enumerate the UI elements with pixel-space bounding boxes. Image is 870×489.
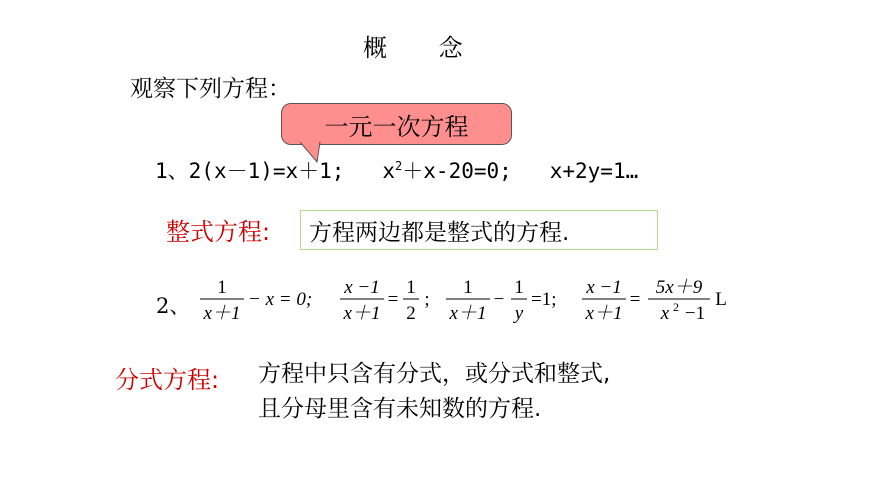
frac3-right-numerator: 1 xyxy=(514,277,524,298)
equation-row-1 xyxy=(155,155,638,185)
frac2-denominator: x＋1 xyxy=(343,303,381,324)
callout-bubble xyxy=(281,103,512,145)
polynomial-equation-term: 整式方程: xyxy=(166,218,271,246)
frac2-right-denominator: 2 xyxy=(406,303,416,324)
frac1-numerator: 1 xyxy=(217,277,227,298)
equation-two-var: x+2y=1… xyxy=(549,159,639,183)
frac4-equals: = xyxy=(629,289,641,310)
frac2-numerator: x −1 xyxy=(344,277,380,298)
callout-text: 一元一次方程 xyxy=(324,112,469,141)
fractional-equation-definition-line2: 且分母里含有未知数的方程. xyxy=(258,396,542,422)
frac4-right-denominator-rest: −1 xyxy=(684,303,706,324)
polynomial-equation-definition-box xyxy=(300,210,658,250)
equation-quadratic xyxy=(382,159,511,183)
frac3-tail: =1; xyxy=(531,289,557,310)
frac4-right-denominator-exp: 2 xyxy=(673,300,679,314)
frac2-tail: ; xyxy=(424,289,430,310)
polynomial-equation-definition: 方程两边都是整式的方程. xyxy=(309,219,570,246)
eq-b-rest: ＋x-20=0; xyxy=(402,159,512,183)
frac4-numerator: x −1 xyxy=(586,277,622,298)
eq-b-base: x xyxy=(382,159,396,183)
frac3-numerator: 1 xyxy=(463,277,473,298)
frac3-right-denominator: y xyxy=(514,303,524,324)
fractional-equation-definition-line1: 方程中只含有分式，或分式和整式, xyxy=(258,361,611,387)
frac2-right-numerator: 1 xyxy=(406,277,416,298)
frac4-tail: L xyxy=(715,289,727,310)
row2-prefix: 2、 xyxy=(156,294,191,318)
row1-prefix: 1、 xyxy=(155,159,189,183)
fractional-equation-term: 分式方程: xyxy=(115,366,220,394)
frac3-denominator: x＋1 xyxy=(449,303,487,324)
frac3-minus: − xyxy=(493,289,505,310)
frac2-equals: = xyxy=(387,289,399,310)
page-title: 概 念 xyxy=(363,34,485,62)
frac4-right-denominator-base: x xyxy=(660,303,670,324)
fractional-equations-row xyxy=(195,274,735,326)
frac4-denominator: x＋1 xyxy=(585,303,623,324)
eq-b-exp: 2 xyxy=(395,159,403,173)
frac4-right-numerator: 5x＋9 xyxy=(655,277,703,298)
frac1-tail: − x = 0; xyxy=(248,289,313,310)
observe-label: 观察下列方程： xyxy=(130,76,291,102)
equation-linear-one-var: 2(x－1)=x＋1; xyxy=(188,159,345,183)
frac1-denominator: x＋1 xyxy=(203,303,241,324)
